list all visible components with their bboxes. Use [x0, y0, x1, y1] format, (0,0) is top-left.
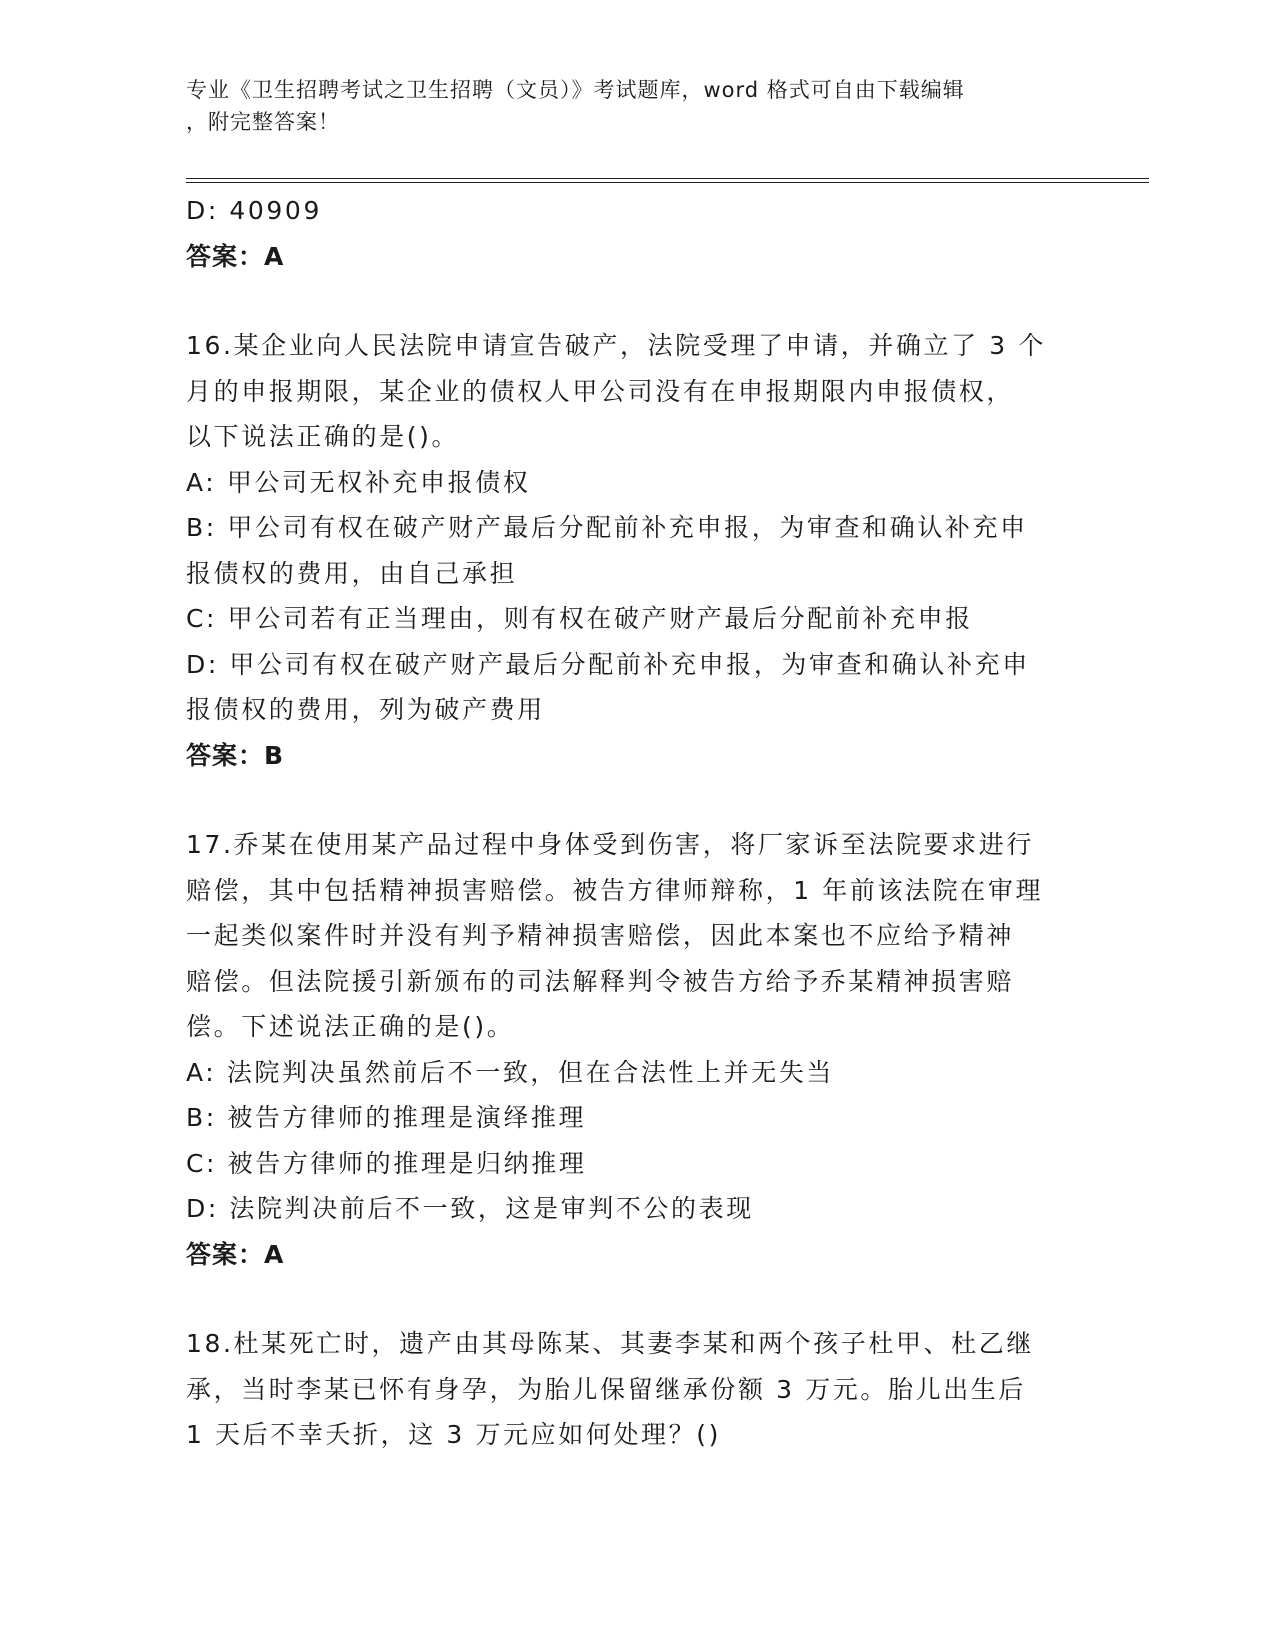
spacer [186, 279, 1086, 323]
q16-stem-line-1: 16.某企业向人民法院申请宣告破产，法院受理了申请，并确立了 3 个 [186, 331, 1046, 360]
spacer [186, 778, 1086, 822]
question-content [186, 188, 1086, 1458]
q18-stem-line-2: 承，当时李某已怀有身孕，为胎儿保留继承份额 3 万元。胎儿出生后 [186, 1374, 1027, 1404]
q16-stem-line-3: 以下说法正确的是()。 [186, 422, 460, 451]
q17-stem-line-2: 赔偿，其中包括精神损害赔偿。被告方律师辩称，1 年前该法院在审理 [186, 875, 1044, 905]
q17-option-a: A: 法院判决虽然前后不一致，但在合法性上并无失当 [186, 1057, 835, 1087]
q16-option-a: A: 甲公司无权补充申报债权 [186, 467, 531, 497]
spacer [186, 1277, 1086, 1321]
q16-option-d-line-1: D: 甲公司有权在破产财产最后分配前补充申报，为审查和确认补充申 [186, 649, 1030, 679]
question-18 [186, 1321, 1086, 1458]
q16-stem-line-2: 月的申报期限，某企业的债权人甲公司没有在申报期限内申报债权， [186, 376, 1015, 406]
q16-option-d-line-2: 报债权的费用，列为破产费用 [186, 695, 545, 724]
q16-answer: 答案：B [186, 740, 285, 770]
prev-answer: 答案：A [186, 241, 285, 271]
question-16 [186, 323, 1086, 778]
header-line-1: 专业《卫生招聘考试之卫生招聘（文员）》考试题库，word 格式可自由下载编辑 [186, 78, 965, 102]
q17-stem-line-1: 17.乔某在使用某产品过程中身体受到伤害，将厂家诉至法院要求进行 [186, 830, 1034, 859]
q16-option-c: C: 甲公司若有正当理由，则有权在破产财产最后分配前补充申报 [186, 604, 973, 633]
q16-option-b-line-1: B: 甲公司有权在破产财产最后分配前补充申报，为审查和确认补充申 [186, 513, 1028, 542]
header-divider-bottom [186, 182, 1149, 183]
page-header [186, 74, 1066, 138]
q16-option-b-line-2: 报债权的费用，由自己承担 [186, 558, 518, 588]
q17-stem-line-3: 一起类似案件时并没有判予精神损害赔偿，因此本案也不应给予精神 [186, 921, 1015, 950]
q18-stem-line-1: 18.杜某死亡时，遗产由其母陈某、其妻李某和两个孩子杜甲、杜乙继 [186, 1329, 1034, 1358]
q17-option-d: D: 法院判决前后不一致，这是审判不公的表现 [186, 1194, 754, 1223]
q18-stem-line-3: 1 天后不幸夭折，这 3 万元应如何处理？() [186, 1420, 721, 1449]
q17-option-b: B: 被告方律师的推理是演绎推理 [186, 1103, 587, 1132]
question-17 [186, 822, 1086, 1277]
q17-stem-line-5: 偿。下述说法正确的是()。 [186, 1012, 515, 1041]
q17-option-c: C: 被告方律师的推理是归纳推理 [186, 1148, 587, 1178]
q17-stem-line-4: 赔偿。但法院援引新颁布的司法解释判令被告方给予乔某精神损害赔 [186, 966, 1015, 996]
header-line-2: ，附完整答案！ [186, 110, 340, 134]
q17-answer: 答案：A [186, 1239, 285, 1269]
header-divider-top [186, 178, 1149, 179]
prev-option-d: D: 40909 [186, 196, 322, 225]
